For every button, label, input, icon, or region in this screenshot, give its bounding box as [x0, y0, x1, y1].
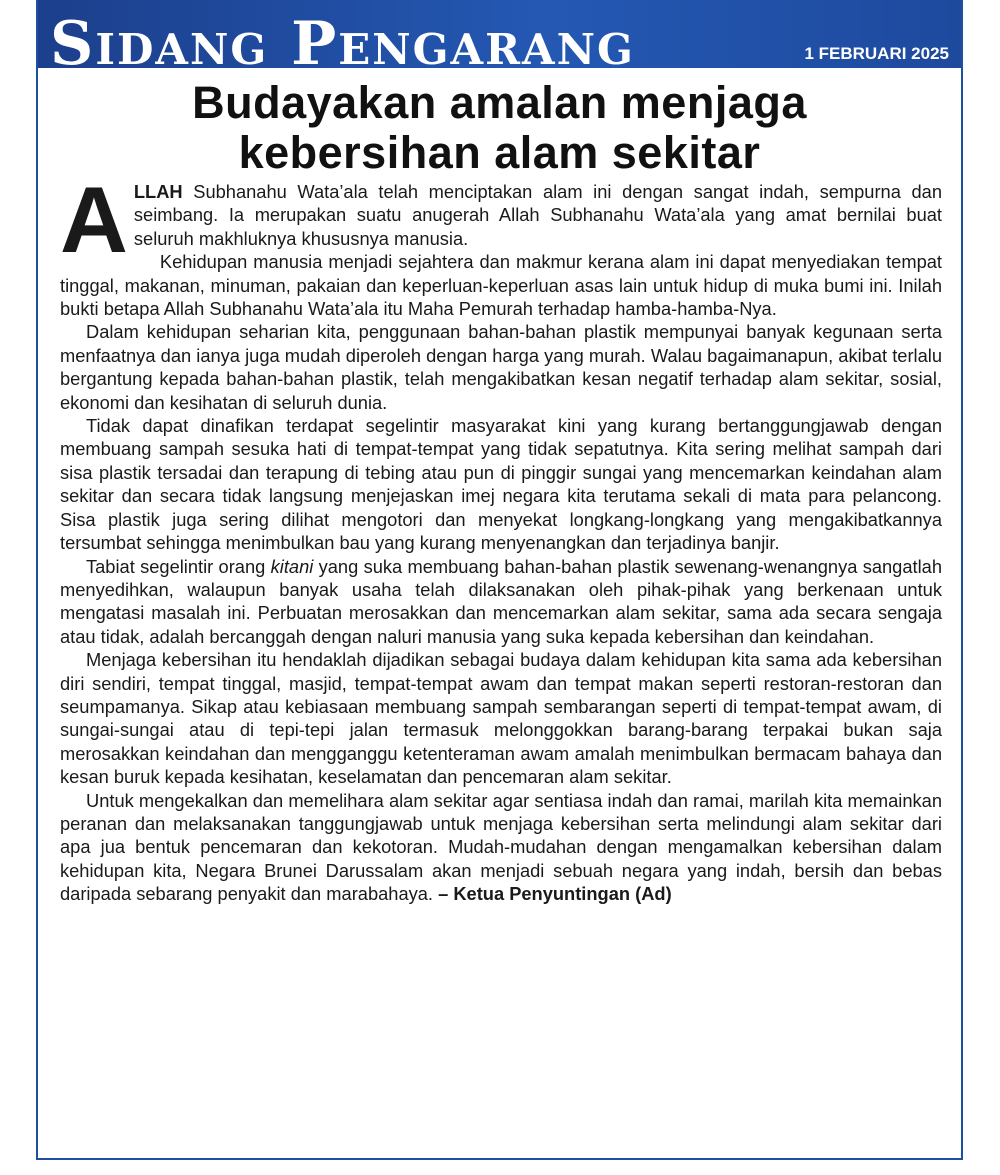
author-signature: – Ketua Penyuntingan (Ad): [438, 883, 672, 905]
paragraph-1-text: Subhanahu Wata’ala telah menciptakan alam ini dengan sangat indah, sempurna dan seimbang. Ia merupakan suatu anugerah Allah Subhanahu Wata’ala yang amat bernilai buat seluruh makhluknya khususnya manusia.: [133, 181, 942, 249]
paragraph-1: [60, 167, 942, 272]
paragraph-5-start: Tabiat segelintir orang: [86, 555, 271, 577]
article-frame: [36, 0, 963, 1160]
article-headline: [38, 78, 961, 178]
paragraph-5: [60, 555, 942, 649]
paragraph-5-italic: kitani: [270, 555, 314, 577]
section-banner: [38, 0, 961, 68]
drop-cap: A: [60, 167, 128, 272]
paragraph-6: Menjaga kebersihan itu hendaklah dijadikan sebagai budaya dalam kehidupan kita sama ada kebersihan diri sendiri, tempat tinggal, masjid, tempat-tempat awam dan tempat makan seperti restoran-restoran dan seumpamanya. Sikap atau kebiasaan membuang sampah sembarangan seperti di tempat-tempat awam, di sungai-sungai atau di tepi-tepi jalan termasuk melonggokkan barang-barang terpakai bukan saja merosakkan keindahan dan mengganggu ketenteraman awam amalah menimbulkan bermacam bahaya dan kesan buruk kepada kesihatan, keselamatan dan pencemaran alam sekitar.: [60, 649, 942, 788]
paragraph-7: [60, 789, 942, 906]
headline-line-2: kebersihan alam sekitar: [238, 127, 761, 178]
section-title: Sidang Pengarang: [50, 9, 635, 68]
article-body: [60, 167, 942, 906]
paragraph-4: Tidak dapat dinafikan terdapat segelintir masyarakat kini yang kurang bertanggungjawab dengan membuang sampah sesuka hati di tempat-tempat yang tidak sepatutnya. Kita sering melihat sampah dari sisa plastik tersadai dan terapung di tebing atau pun di pinggir sungai yang mencemarkan keindahan alam sekitar dan secara tidak langsung menjejaskan imej negara kita terutama sekali di mata para pelancong. Sisa plastik juga sering dilihat mengotori dan menyekat longkang-longkang yang mengakibatkannya tersumbat sehingga menimbulkan bau yang kurang menyenangkan dan terjadinya banjir.: [60, 415, 942, 554]
paragraph-3: Dalam kehidupan seharian kita, penggunaan bahan-bahan plastik mempunyai banyak kegunaan serta menfaatnya dan ianya juga mudah diperoleh dengan harga yang murah. Walau bagaimanapun, akibat terlalu bergantung kepada bahan-bahan plastik, telah mengakibatkan kesan negatif terhadap alam sekitar, sosial, ekonomi dan kesihatan di seluruh dunia.: [60, 321, 942, 413]
headline-line-1: Budayakan amalan menjaga: [192, 77, 807, 128]
paragraph-2: Kehidupan manusia menjadi sejahtera dan makmur kerana alam ini dapat menyediakan tempat tinggal, makanan, minuman, pakaian dan keperluan-keperluan asas lain untuk hidup di muka bumi ini. Inilah bukti betapa Allah Subhanahu Wata’ala itu Maha Pemurah terhadap hamba-hamba-Nya.: [60, 251, 942, 320]
publication-date: 1 FEBRUARI 2025: [804, 44, 949, 63]
lead-word: LLAH: [133, 181, 183, 202]
paragraph-7-text: Untuk mengekalkan dan memelihara alam sekitar agar sentiasa indah dan ramai, marilah kita memainkan peranan dan melaksanakan tanggungjawab untuk menjaga kebersihan serta melindungi alam sekitar dari apa jua bentuk pencemaran dan kekotoran. Mudah-mudahan dengan mengamalkan kebersihan dalam kehidupan kita, Negara Brunei Darussalam akan menjadi sebuah negara yang indah, bersih dan bebas daripada sebarang penyakit dan marabahaya.: [60, 789, 942, 905]
paragraph-5-end: yang suka membuang bahan-bahan plastik sewenang-wenangnya sangatlah menyedihkan, walaupun banyak usaha telah dilaksanakan oleh pihak-pihak yang berkenaan untuk mengatasi masalah ini. Perbuatan merosakkan dan mencemarkan alam sekitar, sama ada secara sengaja atau tidak, adalah bercanggah dengan naluri manusia yang suka kepada kebersihan dan keindahan.: [60, 555, 942, 647]
